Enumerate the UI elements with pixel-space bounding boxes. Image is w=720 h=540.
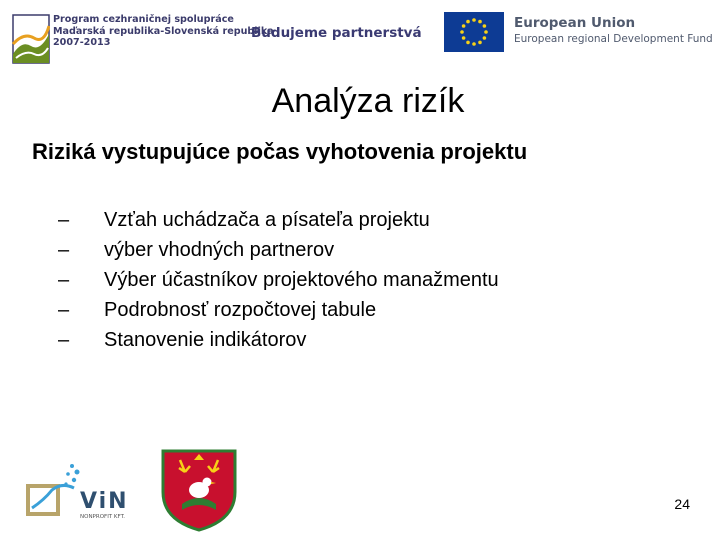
bullet-dash: – [58,238,70,261]
bullet-text: Vzťah uchádzača a písateľa projektu [104,208,430,231]
coat-of-arms-icon [160,448,238,532]
program-line: Program cezhraničnej spolupráce [53,14,234,25]
program-line: Maďarská republika-Slovenská republika [53,25,274,37]
list-item [58,235,499,265]
eu-flag-icon [444,12,504,52]
list-item [58,205,499,235]
bullet-text: Výber účastníkov projektového manažmentu [104,268,499,291]
list-item [58,295,499,325]
bullet-dash: – [58,268,70,291]
slogan: Budujeme partnerstvá [251,25,422,41]
header-bar [0,0,720,70]
vin-tagline: NONPROFIT KFT. [80,514,126,520]
bullet-list [58,205,499,355]
list-item [58,325,499,355]
program-name [53,14,274,49]
bullet-text: Stanovenie indikátorov [104,328,307,351]
vin-name: ViN [80,489,129,514]
slide-title: Analýza rizík [271,82,465,120]
program-logo-icon [12,14,50,64]
bullet-dash: – [58,298,70,321]
bullet-text: výber vhodných partnerov [104,238,335,261]
bullet-dash: – [58,328,70,351]
bullet-dash: – [58,208,70,231]
page-number: 24 [674,496,690,512]
vin-logo-icon [22,460,144,522]
eu-subtitle: European regional Development Fund [514,33,713,45]
eu-title: European Union [514,15,636,31]
list-item [58,265,499,295]
bullet-text: Podrobnosť rozpočtovej tabule [104,298,377,321]
program-line: 2007-2013 [53,37,111,48]
slide-subtitle: Riziká vystupujúce počas vyhotovenia projektu [32,139,528,164]
eu-label [514,15,714,46]
